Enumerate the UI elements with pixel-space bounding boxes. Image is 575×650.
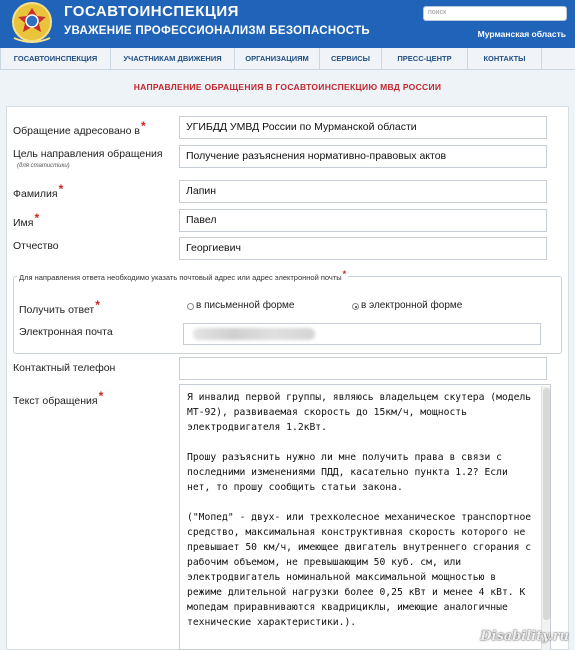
- traffic-police-emblem-icon[interactable]: [6, 0, 58, 46]
- addressee-field[interactable]: УГИБДД УМВД России по Мурманской области: [179, 116, 547, 139]
- required-marker: *: [58, 182, 64, 196]
- reply-method-label: Получить ответ*: [19, 298, 100, 316]
- phone-label: Контактный телефон: [13, 362, 116, 374]
- reply-notice: Для направления ответа необходимо указать почтовый адрес или адрес электронной почты*: [19, 269, 347, 282]
- watermark: Disability.ru: [480, 629, 569, 644]
- email-label: Электронная почта: [19, 326, 113, 338]
- required-marker: *: [342, 269, 347, 279]
- search-input[interactable]: поиск: [423, 6, 567, 21]
- scrollbar-thumb[interactable]: [543, 388, 550, 620]
- first-name-label: Имя*: [13, 211, 40, 229]
- message-paragraph: ("Мопед" - двух- или трехколесное механическое транспортное средство, максимальная конструктивная скорость которого не превышает 50 км/ч, имеющее двигатель внутреннего сгорания с рабочим объемом, не превышающим 50 куб. см, или электродвигатель номинальной максимальной мощностью в режиме длительной нагрузки более 0,25 кВт и менее 4 кВт. К мопедам приравниваются квадрициклы, имеющие аналогичные технические характеристики.).: [187, 512, 532, 628]
- radio-paper[interactable]: [187, 303, 194, 310]
- radio-email[interactable]: [352, 303, 359, 310]
- site-slogan: УВАЖЕНИЕ ПРОФЕССИОНАЛИЗМ БЕЗОПАСНОСТЬ: [64, 25, 370, 37]
- main-nav: [0, 48, 575, 70]
- message-scrollbar[interactable]: [541, 386, 550, 650]
- first-name-input[interactable]: Павел: [179, 209, 547, 232]
- required-marker: *: [140, 119, 146, 133]
- radio-paper-label[interactable]: в письменной форме: [196, 300, 295, 311]
- nav-item-gosavtoinspektsiya[interactable]: ГОСАВТОИНСПЕКЦИЯ: [0, 48, 111, 70]
- region-selector[interactable]: Мурманская область: [477, 29, 566, 39]
- phone-input[interactable]: [179, 357, 547, 380]
- nav-item-services[interactable]: СЕРВИСЫ: [320, 48, 382, 70]
- site-header: [0, 0, 575, 48]
- patronymic-input[interactable]: Георгиевич: [179, 237, 547, 260]
- site-title[interactable]: ГОСАВТОИНСПЕКЦИЯ: [64, 3, 239, 20]
- nav-item-organizations[interactable]: ОРГАНИЗАЦИЯМ: [235, 48, 320, 70]
- last-name-input[interactable]: Лапин: [179, 180, 547, 203]
- page-title: НАПРАВЛЕНИЕ ОБРАЩЕНИЯ В ГОСАВТОИНСПЕКЦИЮ МВД РОССИИ: [133, 82, 442, 92]
- required-marker: *: [98, 389, 104, 403]
- addressee-label: Обращение адресовано в*: [13, 119, 146, 137]
- purpose-label: Цель направления обращения: [13, 148, 163, 160]
- purpose-sublabel: (для статистики): [17, 163, 70, 169]
- patronymic-label: Отчество: [13, 240, 59, 252]
- nav-item-contacts[interactable]: КОНТАКТЫ: [468, 48, 542, 70]
- radio-email-label[interactable]: в электронной форме: [361, 300, 463, 311]
- nav-item-press-center[interactable]: ПРЕСС-ЦЕНТР: [382, 48, 468, 70]
- message-label: Текст обращения*: [13, 389, 104, 407]
- nav-item-participants[interactable]: УЧАСТНИКАМ ДВИЖЕНИЯ: [111, 48, 235, 70]
- required-marker: *: [34, 211, 40, 225]
- required-marker: *: [95, 298, 100, 312]
- message-paragraph: Прошу разъяснить нужно ли мне получить права в связи с последними изменениями ПДД, касательно пункта 1.2? Если нет, то прошу сообщить статьи закона.: [187, 452, 508, 493]
- purpose-field[interactable]: Получение разъяснения нормативно-правовых актов: [179, 145, 547, 168]
- last-name-label: Фамилия*: [13, 182, 64, 200]
- message-textarea[interactable]: [179, 384, 551, 650]
- message-paragraph: Я инвалид первой группы, являюсь владельцем скутера (модель МТ-92), развиваемая скорость до 15км/ч, мощность электродвигателя 1.2кВт.: [187, 392, 532, 433]
- redacted-email: [193, 328, 315, 340]
